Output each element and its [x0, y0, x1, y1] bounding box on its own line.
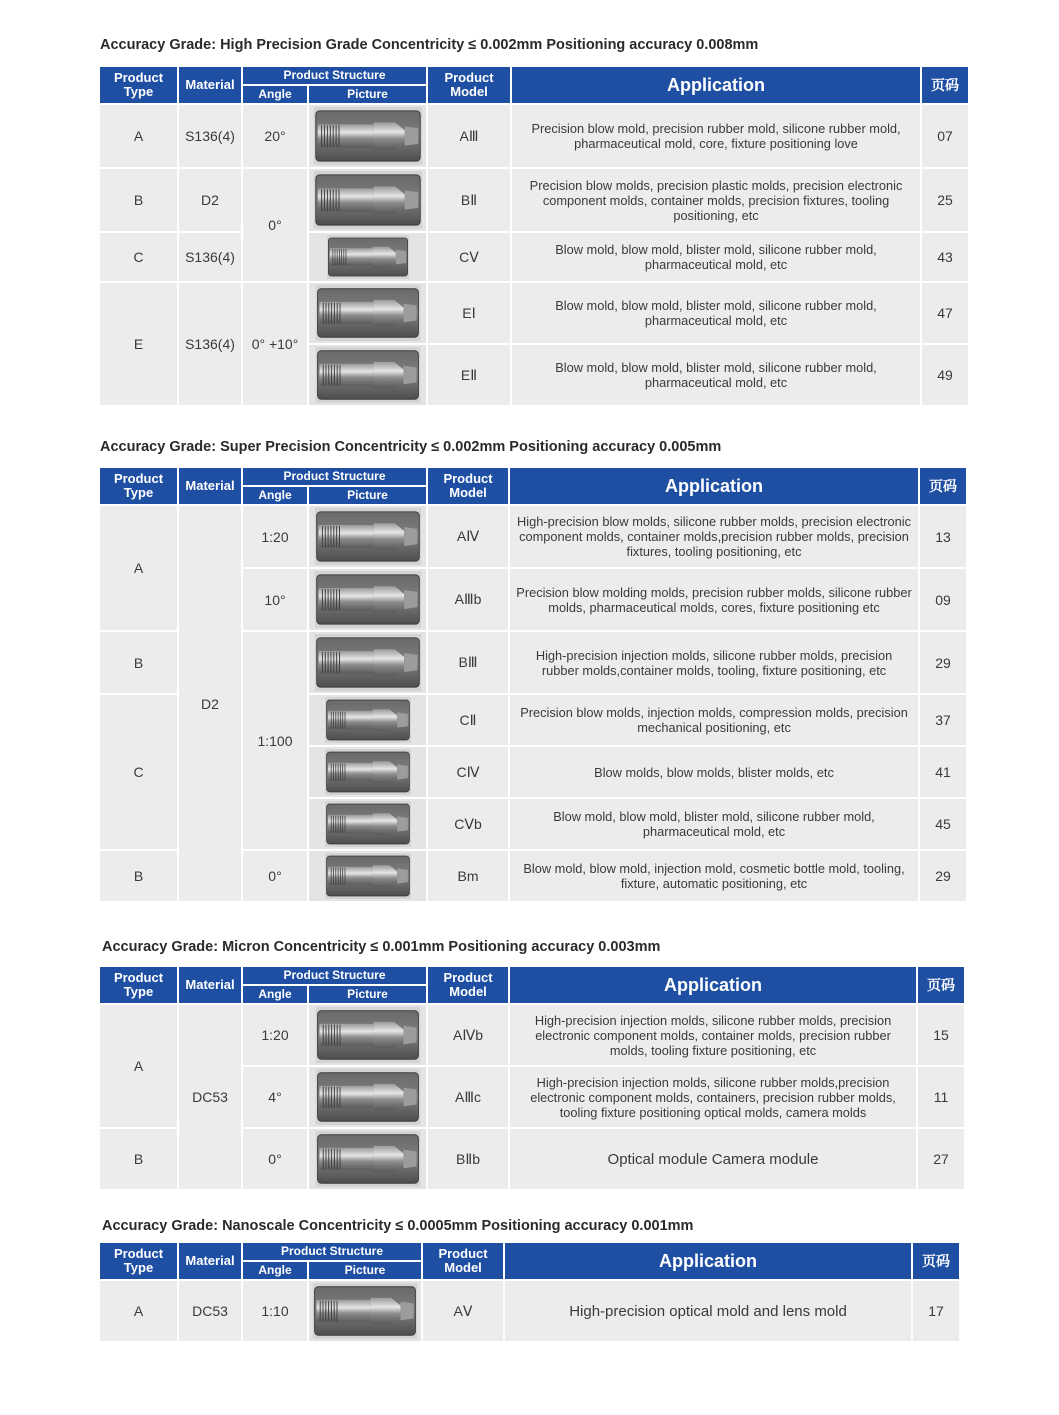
material: DC53 [179, 1281, 241, 1341]
angle: 0° +10° [243, 283, 307, 405]
product-model: BⅢ [428, 632, 508, 693]
product-type: E [100, 283, 177, 405]
page-number: 25 [922, 169, 968, 231]
header-application: Application [510, 468, 918, 504]
header-picture: Picture [309, 487, 426, 504]
material: D2 [179, 169, 241, 231]
page-number: 27 [918, 1129, 964, 1189]
product-model: AⅣ [428, 506, 508, 567]
application: High-precision blow molds, silicone rubber molds, precision electronic component molds, container molds,precision rubber molds, precision fixtures, tooling positioning, etc [510, 506, 918, 567]
header-material: Material [179, 67, 241, 103]
section-title: Accuracy Grade: Micron Concentricity ≤ 0.001mm Positioning accuracy 0.003mm [102, 939, 661, 955]
locating-pin-icon [312, 1007, 424, 1063]
application: Blow mold, blow mold, blister mold, silicone rubber mold, pharmaceutical mold, etc [512, 345, 920, 405]
application: Optical module Camera module [510, 1129, 916, 1189]
product-model: AⅢc [428, 1067, 508, 1127]
header-picture: Picture [309, 86, 426, 103]
page-number: 29 [920, 632, 966, 693]
product-picture [309, 1067, 426, 1127]
product-type: A [100, 506, 177, 630]
locating-pin-icon [312, 107, 424, 165]
page-number: 45 [920, 799, 966, 849]
header-angle: Angle [243, 1262, 307, 1279]
header-application: Application [505, 1243, 911, 1279]
locating-pin-icon [312, 1069, 424, 1125]
header-material: Material [179, 1243, 241, 1279]
product-picture [309, 851, 426, 901]
product-model: BⅡ [428, 169, 510, 231]
page-number: 41 [920, 747, 966, 797]
locating-pin-icon [312, 634, 424, 691]
application: Precision blow mold, precision rubber mold, silicone rubber mold, pharmaceutical mold, core, fixture positioning love [512, 105, 920, 167]
product-model: Bm [428, 851, 508, 901]
header-application: Application [512, 67, 920, 103]
header-product-structure: Product Structure [243, 67, 426, 84]
material: S136(4) [179, 233, 241, 281]
header-product-type: Product Type [100, 967, 177, 1003]
application: High-precision injection molds, silicone rubber molds,precision electronic component molds, containers, precision rubber molds, tooling fixture positioning optical molds, camera molds [510, 1067, 916, 1127]
section-title: Accuracy Grade: Super Precision Concentricity ≤ 0.002mm Positioning accuracy 0.005mm [100, 439, 722, 455]
header-picture: Picture [309, 986, 426, 1003]
header-product-structure: Product Structure [243, 1243, 421, 1260]
locating-pin-icon [312, 853, 424, 899]
product-model: CⅡ [428, 695, 508, 745]
section-title: Accuracy Grade: High Precision Grade Concentricity ≤ 0.002mm Positioning accuracy 0.008mm [100, 37, 759, 53]
locating-pin-icon [312, 171, 424, 229]
spec-table [98, 466, 968, 903]
product-model: AⅤ [423, 1281, 503, 1341]
application: Precision blow molds, injection molds, compression molds, precision mechanical positioning, etc [510, 695, 918, 745]
product-picture [309, 233, 426, 281]
header-product-structure: Product Structure [243, 468, 426, 485]
product-picture [309, 747, 426, 797]
header-product-structure: Product Structure [243, 967, 426, 984]
locating-pin-icon [312, 285, 424, 341]
product-picture [309, 169, 426, 231]
application: High-precision injection molds, silicone rubber molds, precision rubber molds,container molds, tooling, fixture positioning, etc [510, 632, 918, 693]
material: DC53 [179, 1005, 241, 1189]
product-type: A [100, 1281, 177, 1341]
product-model: AⅢ [428, 105, 510, 167]
application: High-precision injection molds, silicone rubber molds, precision electronic component molds, container molds, precision rubber molds, tooling fixture positioning, etc [510, 1005, 916, 1065]
page-number: 13 [920, 506, 966, 567]
header-product-type: Product Type [100, 67, 177, 103]
product-model: BⅡb [428, 1129, 508, 1189]
page-number: 43 [922, 233, 968, 281]
locating-pin-icon [312, 508, 424, 565]
page-number: 17 [913, 1281, 959, 1341]
product-picture [309, 105, 426, 167]
material: S136(4) [179, 105, 241, 167]
product-picture [309, 1005, 426, 1065]
page-number: 11 [918, 1067, 964, 1127]
locating-pin-icon [312, 749, 424, 795]
product-type: A [100, 105, 177, 167]
product-type: B [100, 851, 177, 901]
application: Precision blow molds, precision plastic molds, precision electronic component molds, container molds, precision fixtures, tooling positioning, etc [512, 169, 920, 231]
locating-pin-icon [312, 1283, 418, 1339]
application: Blow mold, blow mold, injection mold, cosmetic bottle mold, tooling, fixture, automatic positioning, etc [510, 851, 918, 901]
application: High-precision optical mold and lens mold [505, 1281, 911, 1341]
product-type: B [100, 169, 177, 231]
locating-pin-icon [312, 571, 424, 628]
page-number: 37 [920, 695, 966, 745]
section-title: Accuracy Grade: Nanoscale Concentricity ≤ 0.0005mm Positioning accuracy 0.001mm [102, 1218, 694, 1234]
locating-pin-icon [312, 235, 424, 279]
application: Blow mold, blow mold, blister mold, silicone rubber mold, pharmaceutical mold, etc [512, 233, 920, 281]
page-number: 47 [922, 283, 968, 343]
product-type: B [100, 632, 177, 693]
product-model: EⅠ [428, 283, 510, 343]
page-number: 07 [922, 105, 968, 167]
page-number: 15 [918, 1005, 964, 1065]
product-picture [309, 345, 426, 405]
spec-table [98, 65, 970, 407]
product-picture [309, 283, 426, 343]
spec-table [98, 1241, 961, 1343]
product-model: EⅡ [428, 345, 510, 405]
application: Precision blow molding molds, precision rubber molds, silicone rubber molds, pharmaceutical molds, cores, fixture positioning etc [510, 569, 918, 630]
product-picture [309, 695, 426, 745]
product-picture [309, 1129, 426, 1189]
angle: 1:10 [243, 1281, 307, 1341]
product-model: CⅤb [428, 799, 508, 849]
angle: 0° [243, 169, 307, 281]
application: Blow molds, blow molds, blister molds, etc [510, 747, 918, 797]
header-page: 页码 [913, 1243, 959, 1279]
angle: 1:20 [243, 506, 307, 567]
header-page: 页码 [918, 967, 964, 1003]
product-type: B [100, 1129, 177, 1189]
page-number: 29 [920, 851, 966, 901]
header-angle: Angle [243, 986, 307, 1003]
product-model: AⅢb [428, 569, 508, 630]
angle: 10° [243, 569, 307, 630]
header-product-model: Product Model [428, 468, 508, 504]
product-picture [309, 1281, 421, 1341]
page-number: 49 [922, 345, 968, 405]
application: Blow mold, blow mold, blister mold, silicone rubber mold, pharmaceutical mold, etc [512, 283, 920, 343]
header-picture: Picture [309, 1262, 421, 1279]
locating-pin-icon [312, 347, 424, 403]
page-number: 09 [920, 569, 966, 630]
header-product-model: Product Model [423, 1243, 503, 1279]
header-product-type: Product Type [100, 1243, 177, 1279]
material: D2 [179, 506, 241, 901]
angle: 0° [243, 851, 307, 901]
product-picture [309, 799, 426, 849]
product-model: CⅣ [428, 747, 508, 797]
material: S136(4) [179, 283, 241, 405]
header-page: 页码 [922, 67, 968, 103]
angle: 0° [243, 1129, 307, 1189]
header-product-model: Product Model [428, 967, 508, 1003]
header-page: 页码 [920, 468, 966, 504]
product-model: AⅣb [428, 1005, 508, 1065]
spec-table [98, 965, 966, 1191]
application: Blow mold, blow mold, blister mold, silicone rubber mold, pharmaceutical mold, etc [510, 799, 918, 849]
angle: 1:100 [243, 632, 307, 849]
header-material: Material [179, 468, 241, 504]
header-application: Application [510, 967, 916, 1003]
product-type: C [100, 233, 177, 281]
product-picture [309, 632, 426, 693]
angle: 1:20 [243, 1005, 307, 1065]
header-product-model: Product Model [428, 67, 510, 103]
header-angle: Angle [243, 86, 307, 103]
angle: 20° [243, 105, 307, 167]
product-picture [309, 569, 426, 630]
header-angle: Angle [243, 487, 307, 504]
header-product-type: Product Type [100, 468, 177, 504]
locating-pin-icon [312, 801, 424, 847]
product-picture [309, 506, 426, 567]
product-type: A [100, 1005, 177, 1127]
product-type: C [100, 695, 177, 849]
product-model: CⅤ [428, 233, 510, 281]
locating-pin-icon [312, 1131, 424, 1187]
header-material: Material [179, 967, 241, 1003]
locating-pin-icon [312, 697, 424, 743]
angle: 4° [243, 1067, 307, 1127]
